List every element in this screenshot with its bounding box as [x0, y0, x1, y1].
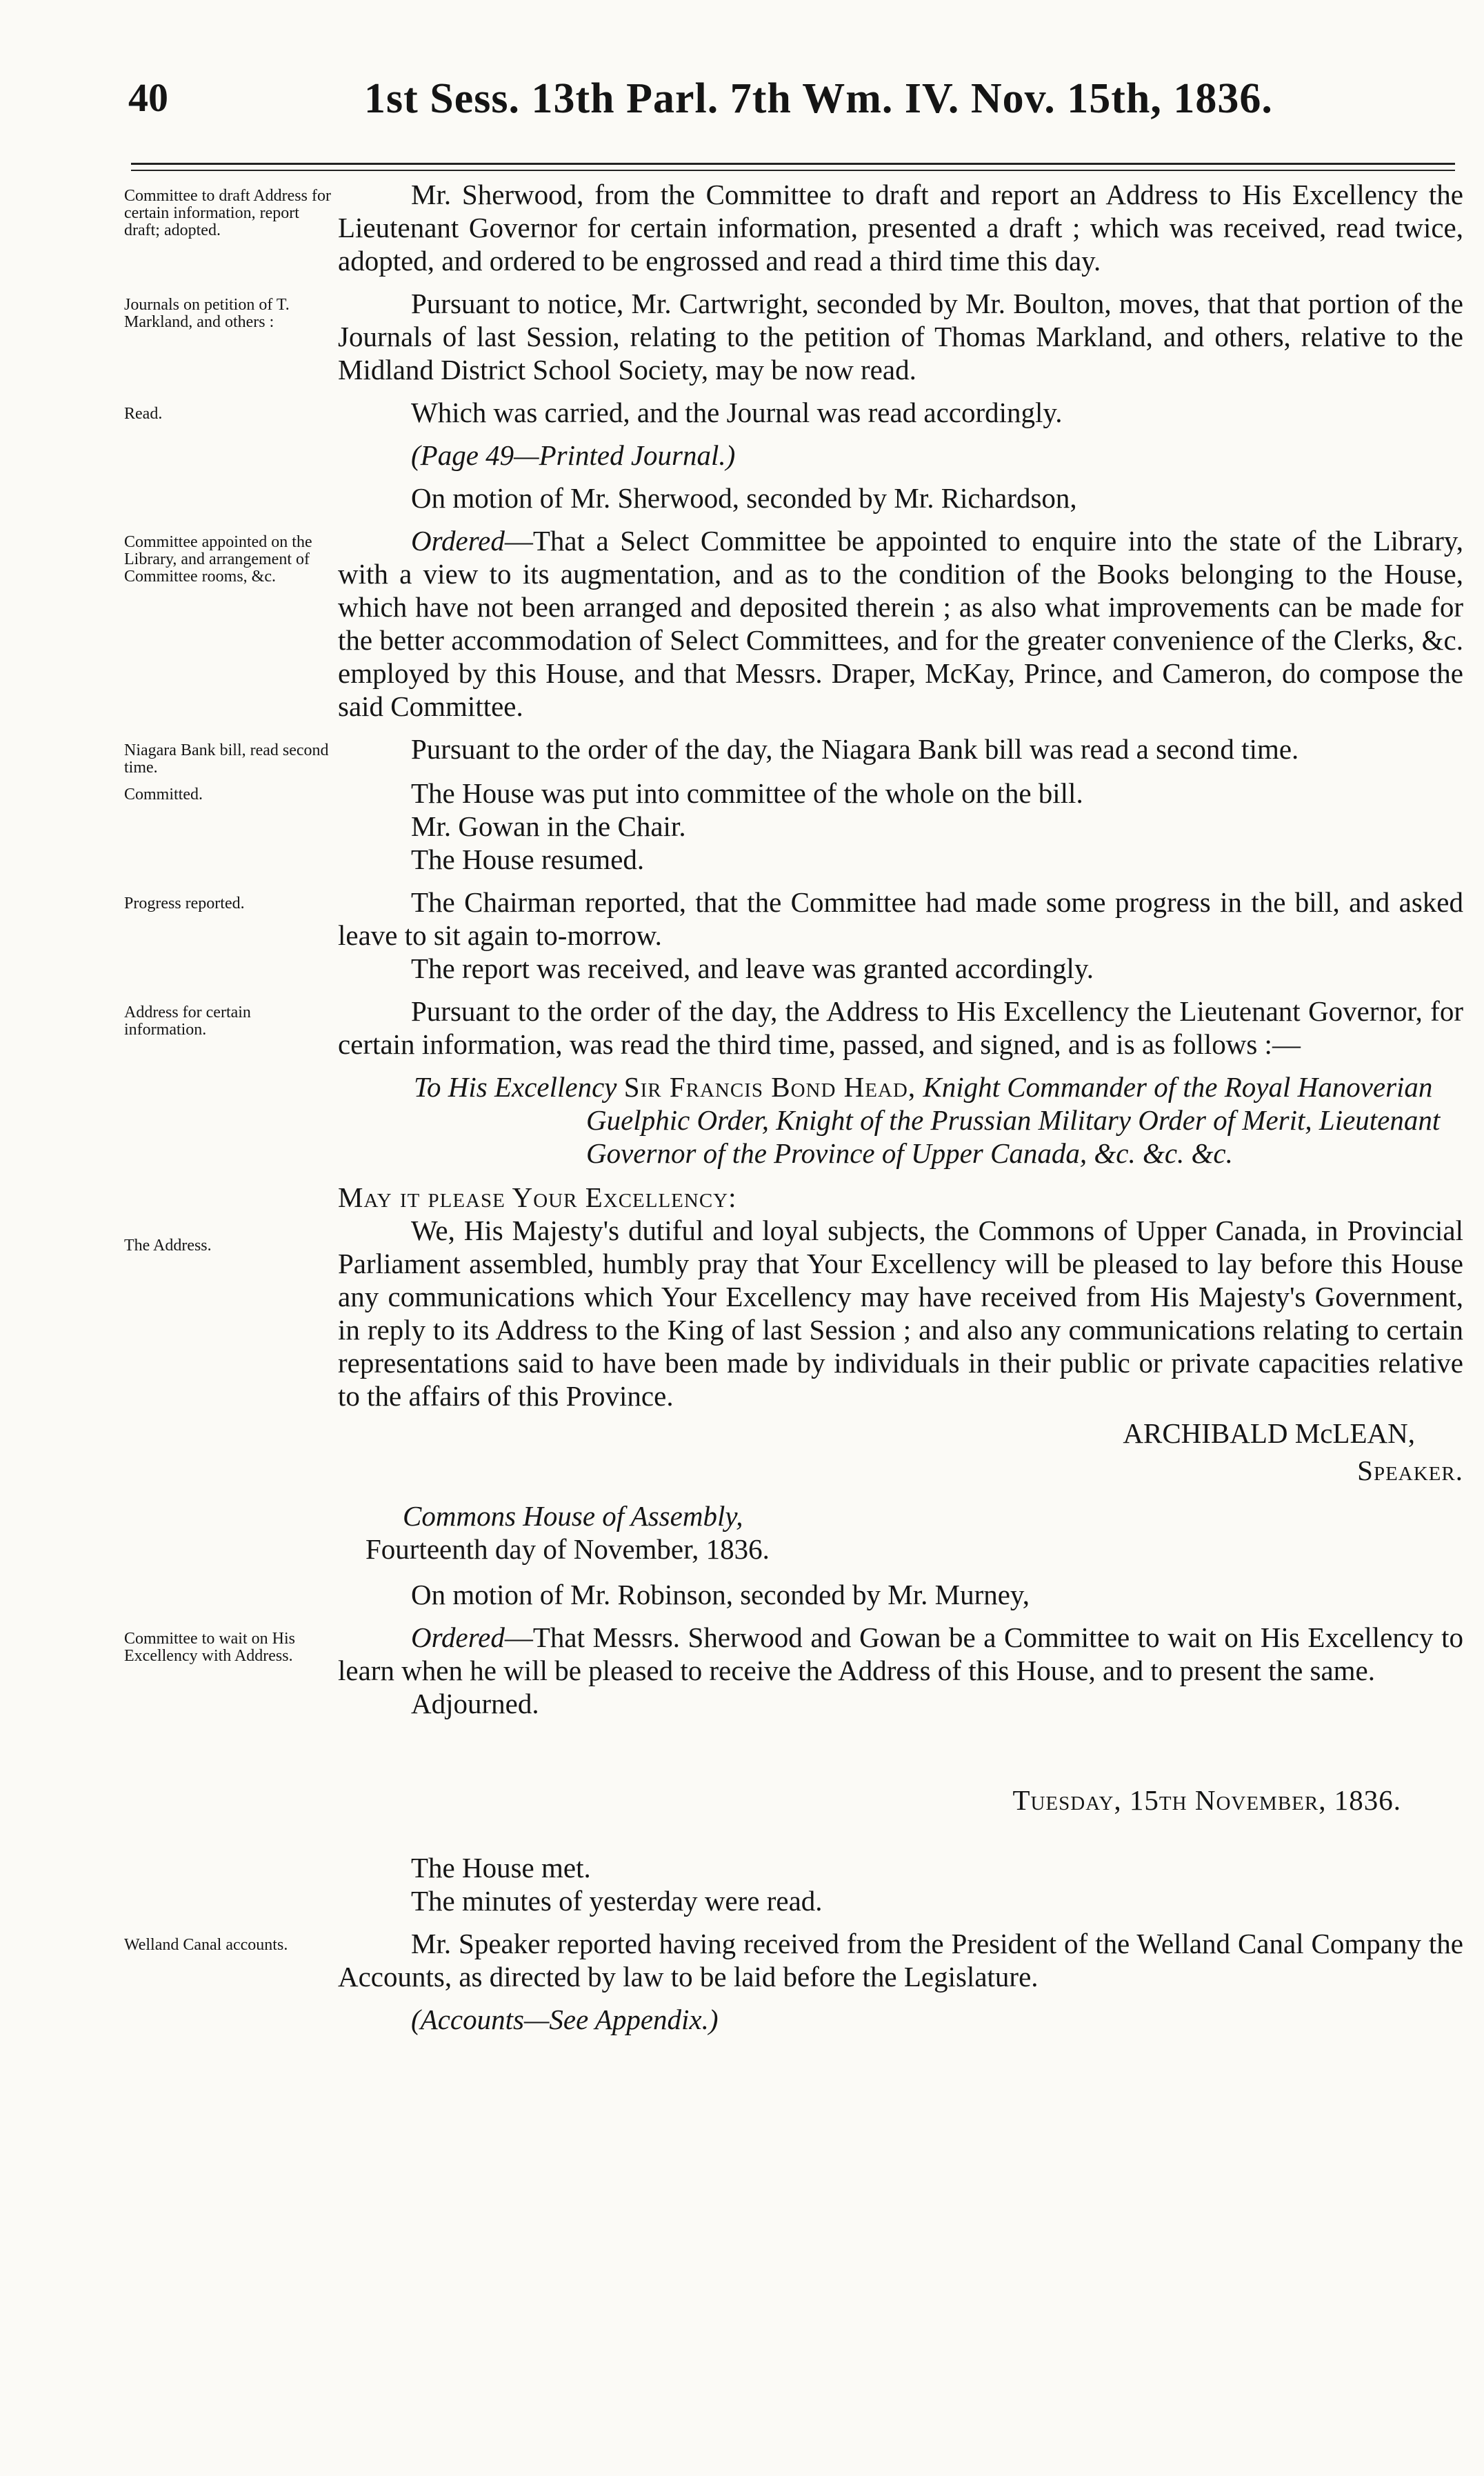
paragraph: The report was received, and leave was granted accordingly.: [411, 952, 1094, 984]
page-body: [124, 178, 1469, 2046]
page-header: [0, 74, 1484, 137]
address-to: To His Excellency: [414, 1071, 617, 1103]
entry-draft-address: [124, 178, 1469, 287]
address-titles: Knight Commander of the Royal Hanoverian Guelphic Order, Knight of the Prussian Military Order of Merit, Lieutenant Governor of the Province of Upper Canada, &c. &c. &c.: [586, 1071, 1441, 1169]
entry-welland: [124, 1927, 1469, 2046]
salutation: May it please Your Excellency:: [338, 1181, 737, 1213]
entry-read: [124, 396, 1469, 524]
paragraph: On motion of Mr. Sherwood, seconded by Mr. Richardson,: [411, 482, 1077, 514]
address-body: We, His Majesty's dutiful and loyal subjects, the Commons of Upper Canada, in Provincial Parliament assembled, humbly pray that Your Excellency will be pleased to lay before this House any communications which Your Excellency may have received from His Majesty's Government, in reply to its Address to the King of last Session ; and also any communications relating to certain representations said to have been made by individuals in their public or private capacities relative to the affairs of this Province.: [338, 1215, 1463, 1412]
page-number: 40: [128, 75, 168, 120]
ordered-text: —That a Select Committee be appointed to enquire into the state of the Library, with a view to its augmentation, and as to the condition of the Books belonging to the House, which have not been arranged and deposited therein ; as also what improvements can be made for the better accommodation of Select Committees, and for the greater convenience of the Clerks, &c. employed by this House, and that Messrs. Draper, McKay, Prince, and Cameron, do compose the said Committee.: [338, 525, 1463, 722]
entry-committee-wait: [124, 1621, 1469, 1730]
ordered-label: Ordered: [411, 525, 505, 557]
margin-note: Welland Canal accounts.: [124, 1936, 288, 1954]
margin-note: Progress reported.: [124, 895, 245, 912]
margin-note: Committee to wait on His Excellency with Address.: [124, 1630, 295, 1665]
margin-note-empty: [124, 1730, 338, 1739]
ordered-text: —That Messrs. Sherwood and Gowan be a Committee to wait on His Excellency to learn when he will be pleased to receive the Address of this House, and to present the same.: [338, 1621, 1463, 1686]
entry-niagara-bill: [124, 732, 1469, 777]
paragraph: On motion of Mr. Robinson, seconded by Mr. Murney,: [411, 1579, 1030, 1610]
paragraph: The House met.: [411, 1852, 591, 1884]
header-rule-thin: [131, 170, 1455, 171]
adjourned: Adjourned.: [411, 1688, 539, 1719]
paragraph: The House resumed.: [411, 843, 645, 875]
paragraph: Mr. Gowan in the Chair.: [411, 810, 686, 842]
entry-house-met: [124, 1851, 1469, 1927]
paragraph: [338, 524, 1463, 723]
appendix-reference: (Accounts—See Appendix.): [411, 2004, 719, 2035]
margin-note: The Address.: [124, 1237, 212, 1255]
margin-note: Committed.: [124, 786, 203, 803]
signing-date: Fourteenth day of November, 1836.: [365, 1533, 770, 1565]
entry-progress: [124, 886, 1469, 995]
paragraph: The House was put into committee of the whole on the bill.: [411, 777, 1083, 809]
entry-committed: [124, 777, 1469, 886]
paragraph: Pursuant to notice, Mr. Cartwright, seconded by Mr. Boulton, moves, that that portion of the Journals of last Session, relating to the petition of Thomas Markland, and others, relative to the Midland District School Society, may be now read.: [338, 288, 1463, 386]
paragraph: [338, 1621, 1463, 1687]
entry-address-info: [124, 995, 1469, 1214]
address-heading: [338, 1070, 1463, 1170]
paragraph: The minutes of yesterday were read.: [411, 1885, 823, 1917]
signing-place: Commons House of Assembly,: [403, 1500, 743, 1532]
entry-library-committee: [124, 524, 1469, 732]
entry-the-address: [124, 1214, 1469, 1621]
signer-role: Speaker.: [1357, 1455, 1463, 1486]
margin-note: Committee to draft Address for certain information, report draft; adopted.: [124, 187, 331, 239]
ordered-label: Ordered: [411, 1621, 505, 1653]
paragraph: Pursuant to the order of the day, the Address to His Excellency the Lieutenant Governor, for certain information, was read the third time, passed, and signed, and is as follows :—: [338, 995, 1463, 1060]
paragraph: Pursuant to the order of the day, the Niagara Bank bill was read a second time.: [411, 733, 1299, 765]
signer-name: ARCHIBALD McLEAN,: [1123, 1417, 1415, 1449]
paragraph: Mr. Speaker reported having received from the President of the Welland Canal Company the Accounts, as directed by law to be laid before the Legislature.: [338, 1928, 1463, 1993]
entry-journals-petition: [124, 287, 1469, 396]
paragraph: Which was carried, and the Journal was read accordingly.: [411, 397, 1063, 428]
margin-note: Journals on petition of T. Markland, and others :: [124, 296, 290, 331]
margin-note: Niagara Bank bill, read second time.: [124, 741, 329, 777]
paragraph: The Chairman reported, that the Committee had made some progress in the bill, and asked leave to sit again to-morrow.: [338, 886, 1463, 951]
header-rule: [131, 163, 1455, 165]
date-heading: Tuesday, 15th November, 1836.: [1012, 1784, 1401, 1816]
address-name: Sir Francis Bond Head,: [623, 1071, 916, 1103]
paragraph: Mr. Sherwood, from the Committee to draft and report an Address to His Excellency the Lieutenant Governor for certain information, presented a draft ; which was received, read twice, adopted, and ordered to be engrossed and read a third time this day.: [338, 179, 1463, 277]
running-title: 1st Sess. 13th Parl. 7th Wm. IV. Nov. 15th, 1836.: [364, 75, 1273, 122]
margin-note-empty: [124, 1851, 338, 1861]
margin-note: Read.: [124, 405, 163, 423]
margin-note: Address for certain information.: [124, 1004, 251, 1039]
margin-note: Committee appointed on the Library, and arrangement of Committee rooms, &c.: [124, 533, 312, 586]
entry-dateline: [124, 1730, 1469, 1851]
journal-reference: (Page 49—Printed Journal.): [411, 439, 736, 471]
